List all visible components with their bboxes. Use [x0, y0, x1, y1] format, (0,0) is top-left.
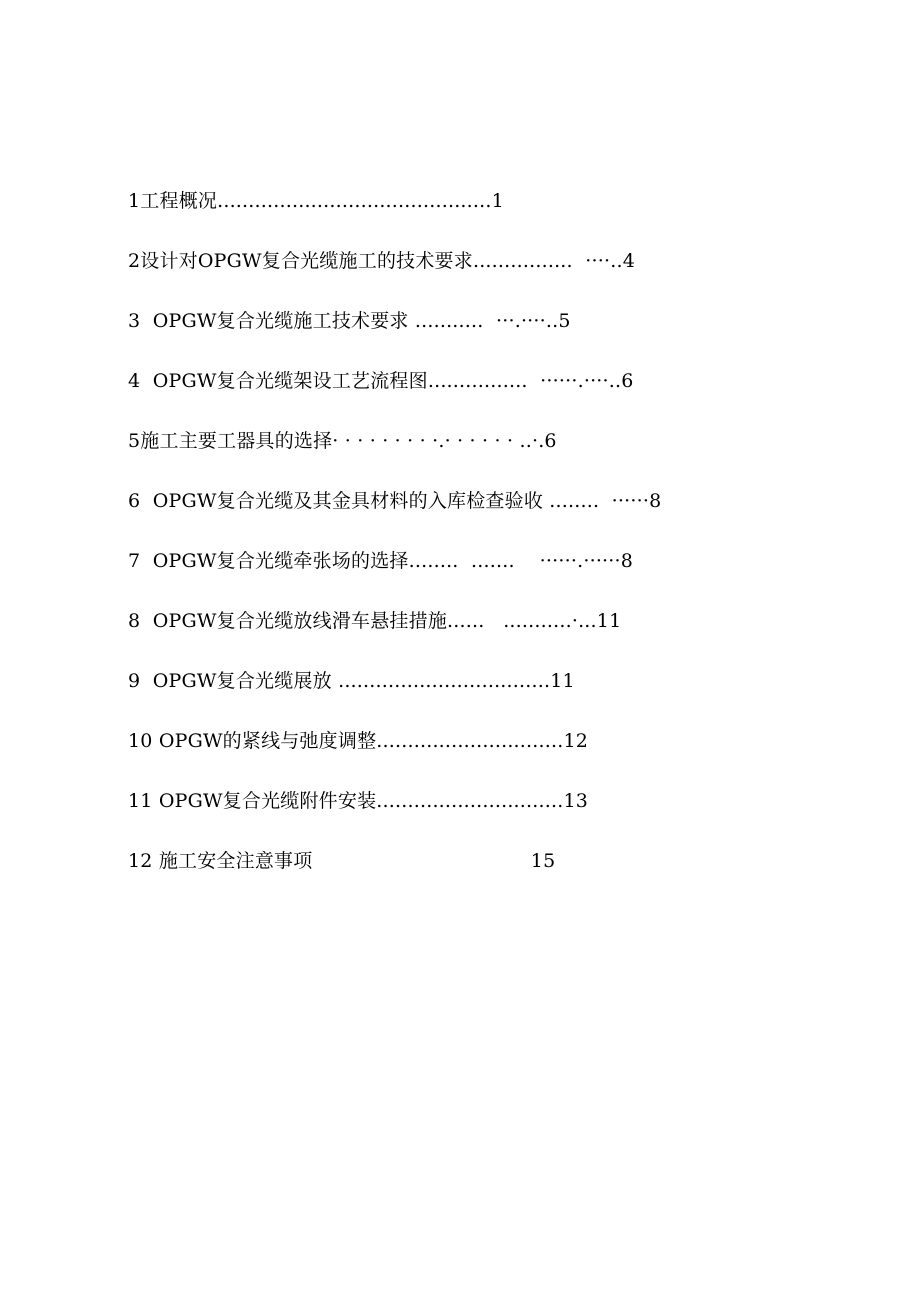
toc-entry-1[interactable]: [128, 186, 788, 246]
toc-entry-6[interactable]: [128, 486, 788, 546]
toc-entry-10[interactable]: [128, 726, 788, 786]
toc-entry-text: 11 OPGW复合光缆附件安装..............................13: [128, 790, 589, 812]
toc-entry-text: 2设计对OPGW复合光缆施工的技术要求................ ····..4: [128, 250, 635, 272]
toc-entry-text: 7 OPGW复合光缆牵张场的选择........ ....... ······.······8: [128, 550, 634, 572]
toc-entry-text: 3 OPGW复合光缆施工技术要求 ........... ···.····..5: [128, 310, 571, 332]
toc-entry-4[interactable]: [128, 366, 788, 426]
toc-entry-text: 8 OPGW复合光缆放线滑车悬挂措施...... ...........·...11: [128, 610, 622, 632]
toc-entry-text: 6 OPGW复合光缆及其金具材料的入库检查验收 ........ ······8: [128, 490, 662, 512]
toc-entry-text: 4 OPGW复合光缆架设工艺流程图................ ······.····..6: [128, 370, 634, 392]
toc-entry-5[interactable]: [128, 426, 788, 486]
toc-entry-7[interactable]: [128, 546, 788, 606]
toc-entry-text: 1工程概况............................................1: [128, 190, 504, 212]
toc-entry-11[interactable]: [128, 786, 788, 846]
toc-entry-12[interactable]: [128, 846, 788, 906]
toc-entry-9[interactable]: [128, 666, 788, 726]
toc-entry-text: 10 OPGW的紧线与弛度调整..............................12: [128, 730, 589, 752]
toc-entry-text: 9 OPGW复合光缆展放 ..................................11: [128, 670, 575, 692]
toc-entry-text: 5施工主要工器具的选择· · · · · · · · ·.· · · · · · ..·.6: [128, 430, 557, 452]
toc-entry-text: 12 施工安全注意事项 15: [128, 850, 556, 872]
toc-entry-3[interactable]: [128, 306, 788, 366]
toc-entry-8[interactable]: [128, 606, 788, 666]
toc-entry-2[interactable]: [128, 246, 788, 306]
table-of-contents: [128, 186, 788, 906]
